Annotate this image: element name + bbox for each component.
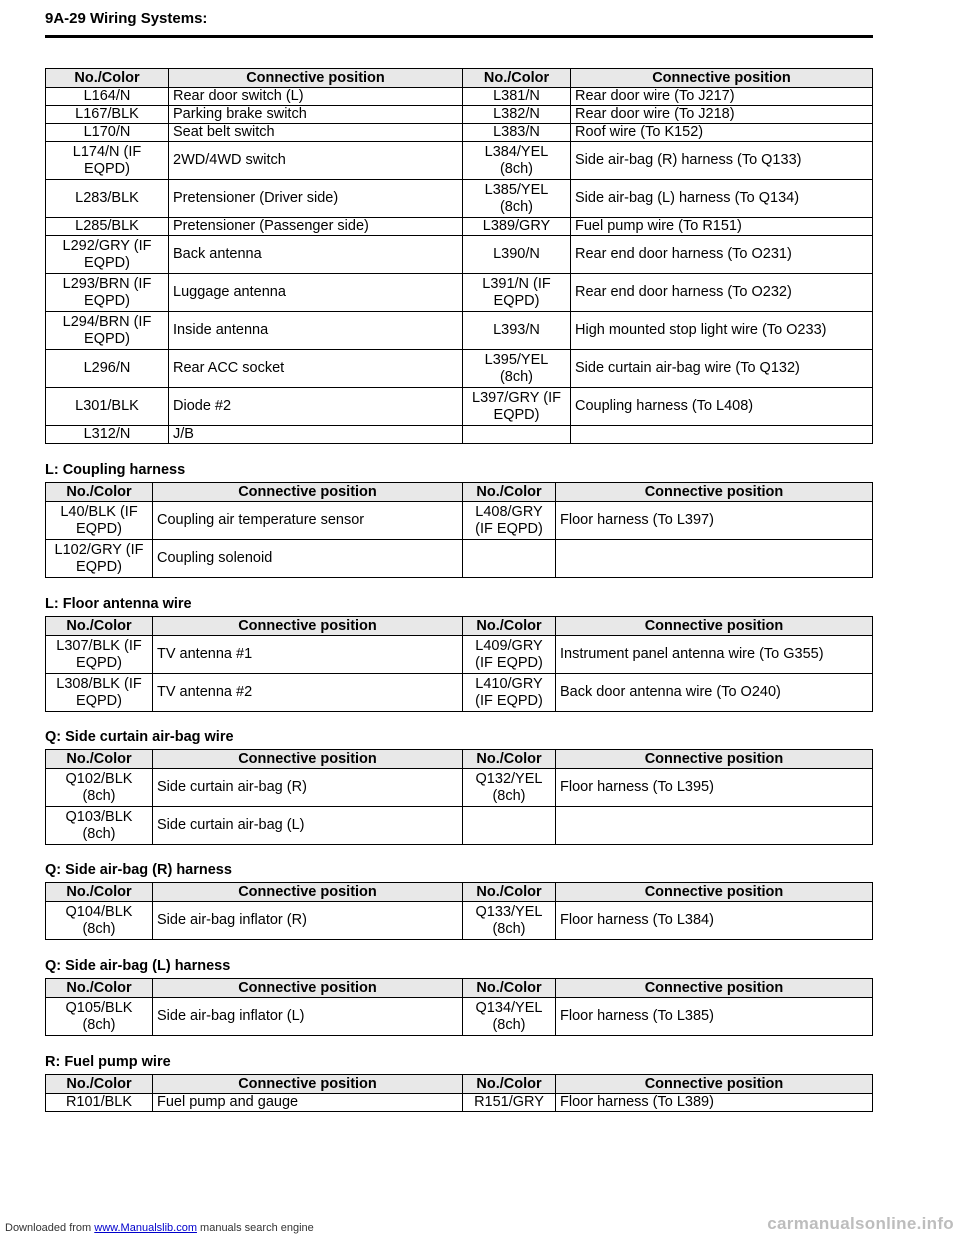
table-row — [46, 388, 873, 426]
col-header-no-color: No./Color — [46, 883, 153, 902]
cell-no-color — [463, 540, 556, 578]
cell-no-color: L397/GRY (IF EQPD) — [463, 388, 571, 426]
col-header-connective-position: Connective position — [556, 750, 873, 769]
cell-no-color: L294/BRN (IF EQPD) — [46, 312, 169, 350]
cell-connective-position: Floor harness (To L397) — [556, 502, 873, 540]
section-fuel-pump-wire — [45, 1054, 873, 1112]
cell-no-color: L167/BLK — [46, 106, 169, 124]
wiring-table — [45, 882, 873, 940]
cell-connective-position: Side curtain air-bag (R) — [153, 769, 463, 807]
cell-connective-position: Seat belt switch — [169, 124, 463, 142]
cell-no-color: L393/N — [463, 312, 571, 350]
cell-no-color: L395/YEL (8ch) — [463, 350, 571, 388]
col-header-no-color: No./Color — [46, 69, 169, 88]
col-header-connective-position: Connective position — [153, 979, 463, 998]
col-header-no-color: No./Color — [46, 483, 153, 502]
cell-connective-position: Instrument panel antenna wire (To G355) — [556, 636, 873, 674]
cell-connective-position: J/B — [169, 426, 463, 444]
cell-connective-position: Rear door switch (L) — [169, 88, 463, 106]
table-row — [46, 274, 873, 312]
section-title: L: Floor antenna wire — [45, 596, 192, 612]
table-row — [46, 426, 873, 444]
cell-no-color: L381/N — [463, 88, 571, 106]
cell-connective-position: Back antenna — [169, 236, 463, 274]
cell-connective-position: Pretensioner (Driver side) — [169, 180, 463, 218]
table-row — [46, 142, 873, 180]
cell-no-color: L164/N — [46, 88, 169, 106]
cell-connective-position: Back door antenna wire (To O240) — [556, 674, 873, 712]
cell-no-color: L307/BLK (IF EQPD) — [46, 636, 153, 674]
cell-connective-position: Side curtain air-bag wire (To Q132) — [571, 350, 873, 388]
col-header-no-color: No./Color — [463, 69, 571, 88]
cell-connective-position: Parking brake switch — [169, 106, 463, 124]
section-floor-antenna-wire — [45, 596, 873, 712]
table-row — [46, 674, 873, 712]
cell-connective-position — [571, 426, 873, 444]
col-header-no-color: No./Color — [46, 1075, 153, 1094]
cell-connective-position: Side air-bag (L) harness (To Q134) — [571, 180, 873, 218]
cell-connective-position: Rear door wire (To J217) — [571, 88, 873, 106]
cell-connective-position — [556, 540, 873, 578]
cell-connective-position: Floor harness (To L395) — [556, 769, 873, 807]
table-row — [46, 312, 873, 350]
cell-no-color: Q134/YEL (8ch) — [463, 998, 556, 1036]
wiring-table — [45, 68, 873, 444]
cell-connective-position: Coupling solenoid — [153, 540, 463, 578]
cell-no-color: L389/GRY — [463, 218, 571, 236]
col-header-connective-position: Connective position — [556, 617, 873, 636]
cell-connective-position: Rear end door harness (To O232) — [571, 274, 873, 312]
cell-no-color — [463, 426, 571, 444]
cell-no-color: L285/BLK — [46, 218, 169, 236]
footer-prefix: Downloaded from — [5, 1222, 95, 1234]
table-row — [46, 218, 873, 236]
col-header-connective-position: Connective position — [153, 483, 463, 502]
cell-no-color: Q104/BLK (8ch) — [46, 902, 153, 940]
table-row — [46, 502, 873, 540]
cell-no-color: L385/YEL (8ch) — [463, 180, 571, 218]
cell-no-color: R101/BLK — [46, 1094, 153, 1112]
col-header-connective-position: Connective position — [556, 483, 873, 502]
cell-connective-position: Coupling harness (To L408) — [571, 388, 873, 426]
cell-no-color: Q103/BLK (8ch) — [46, 807, 153, 845]
cell-connective-position: Floor harness (To L389) — [556, 1094, 873, 1112]
col-header-no-color: No./Color — [46, 750, 153, 769]
table-row — [46, 180, 873, 218]
cell-no-color: L296/N — [46, 350, 169, 388]
table-row — [46, 636, 873, 674]
col-header-connective-position: Connective position — [153, 1075, 463, 1094]
col-header-connective-position: Connective position — [556, 1075, 873, 1094]
cell-no-color: R151/GRY — [463, 1094, 556, 1112]
cell-connective-position: High mounted stop light wire (To O233) — [571, 312, 873, 350]
cell-no-color: L292/GRY (IF EQPD) — [46, 236, 169, 274]
col-header-connective-position: Connective position — [169, 69, 463, 88]
wiring-table — [45, 616, 873, 712]
table-row — [46, 106, 873, 124]
cell-no-color: L384/YEL (8ch) — [463, 142, 571, 180]
cell-connective-position: Side air-bag inflator (R) — [153, 902, 463, 940]
col-header-no-color: No./Color — [46, 617, 153, 636]
cell-no-color: L301/BLK — [46, 388, 169, 426]
cell-connective-position: Pretensioner (Passenger side) — [169, 218, 463, 236]
section-side-airbag-l-harness — [45, 958, 873, 1036]
cell-connective-position: Diode #2 — [169, 388, 463, 426]
section-coupling-harness — [45, 462, 873, 578]
section-title: L: Coupling harness — [45, 462, 186, 478]
cell-no-color: L308/BLK (IF EQPD) — [46, 674, 153, 712]
col-header-connective-position: Connective position — [153, 617, 463, 636]
cell-connective-position: Fuel pump wire (To R151) — [571, 218, 873, 236]
wiring-table — [45, 482, 873, 578]
table-row — [46, 902, 873, 940]
cell-connective-position: Rear end door harness (To O231) — [571, 236, 873, 274]
col-header-connective-position: Connective position — [571, 69, 873, 88]
cell-no-color: L312/N — [46, 426, 169, 444]
wiring-table — [45, 1074, 873, 1112]
table-row — [46, 807, 873, 845]
section-title: Q: Side air-bag (R) harness — [45, 862, 232, 878]
section-title: Q: Side curtain air-bag wire — [45, 729, 234, 745]
cell-no-color: L383/N — [463, 124, 571, 142]
cell-no-color: Q102/BLK (8ch) — [46, 769, 153, 807]
cell-no-color: L390/N — [463, 236, 571, 274]
col-header-no-color: No./Color — [463, 483, 556, 502]
cell-no-color: L410/GRY (IF EQPD) — [463, 674, 556, 712]
table-row — [46, 88, 873, 106]
table-row — [46, 540, 873, 578]
section-title: R: Fuel pump wire — [45, 1054, 171, 1070]
section-side-airbag-r-harness — [45, 862, 873, 940]
table-row — [46, 124, 873, 142]
col-header-connective-position: Connective position — [556, 979, 873, 998]
wiring-table — [45, 978, 873, 1036]
cell-no-color: Q105/BLK (8ch) — [46, 998, 153, 1036]
table-row — [46, 998, 873, 1036]
cell-connective-position: 2WD/4WD switch — [169, 142, 463, 180]
col-header-no-color: No./Color — [463, 979, 556, 998]
col-header-no-color: No./Color — [46, 979, 153, 998]
cell-connective-position — [556, 807, 873, 845]
footer-suffix: manuals search engine — [196, 1222, 314, 1234]
cell-no-color: L391/N (IF EQPD) — [463, 274, 571, 312]
cell-connective-position: Side curtain air-bag (L) — [153, 807, 463, 845]
page-title: 9A-29 Wiring Systems: — [45, 10, 208, 27]
header-divider — [45, 35, 873, 38]
section-continued-table — [45, 68, 873, 444]
cell-no-color — [463, 807, 556, 845]
section-title: Q: Side air-bag (L) harness — [45, 958, 231, 974]
col-header-no-color: No./Color — [463, 750, 556, 769]
cell-no-color: L408/GRY (IF EQPD) — [463, 502, 556, 540]
col-header-no-color: No./Color — [463, 617, 556, 636]
table-row — [46, 769, 873, 807]
cell-no-color: L102/GRY (IF EQPD) — [46, 540, 153, 578]
page-header — [45, 6, 873, 38]
cell-connective-position: TV antenna #1 — [153, 636, 463, 674]
cell-no-color: Q133/YEL (8ch) — [463, 902, 556, 940]
cell-no-color: L409/GRY (IF EQPD) — [463, 636, 556, 674]
cell-connective-position: Floor harness (To L384) — [556, 902, 873, 940]
section-side-curtain-airbag-wire — [45, 729, 873, 845]
cell-connective-position: Rear door wire (To J218) — [571, 106, 873, 124]
watermark: carmanualsonline.info — [767, 1214, 954, 1233]
cell-connective-position: Fuel pump and gauge — [153, 1094, 463, 1112]
cell-no-color: L293/BRN (IF EQPD) — [46, 274, 169, 312]
cell-no-color: Q132/YEL (8ch) — [463, 769, 556, 807]
cell-connective-position: Side air-bag inflator (L) — [153, 998, 463, 1036]
col-header-no-color: No./Color — [463, 883, 556, 902]
download-footer — [5, 1222, 314, 1234]
table-row — [46, 236, 873, 274]
wiring-table — [45, 749, 873, 845]
cell-connective-position: Coupling air temperature sensor — [153, 502, 463, 540]
col-header-connective-position: Connective position — [153, 750, 463, 769]
cell-no-color: L174/N (IF EQPD) — [46, 142, 169, 180]
cell-connective-position: Inside antenna — [169, 312, 463, 350]
cell-no-color: L283/BLK — [46, 180, 169, 218]
manualslib-link[interactable]: www.Manualslib.com — [94, 1222, 197, 1234]
cell-connective-position: TV antenna #2 — [153, 674, 463, 712]
cell-connective-position: Floor harness (To L385) — [556, 998, 873, 1036]
col-header-no-color: No./Color — [463, 1075, 556, 1094]
col-header-connective-position: Connective position — [153, 883, 463, 902]
cell-connective-position: Luggage antenna — [169, 274, 463, 312]
cell-no-color: L40/BLK (IF EQPD) — [46, 502, 153, 540]
cell-no-color: L170/N — [46, 124, 169, 142]
table-row — [46, 1094, 873, 1112]
cell-no-color: L382/N — [463, 106, 571, 124]
cell-connective-position: Rear ACC socket — [169, 350, 463, 388]
cell-connective-position: Side air-bag (R) harness (To Q133) — [571, 142, 873, 180]
cell-connective-position: Roof wire (To K152) — [571, 124, 873, 142]
table-row — [46, 350, 873, 388]
col-header-connective-position: Connective position — [556, 883, 873, 902]
